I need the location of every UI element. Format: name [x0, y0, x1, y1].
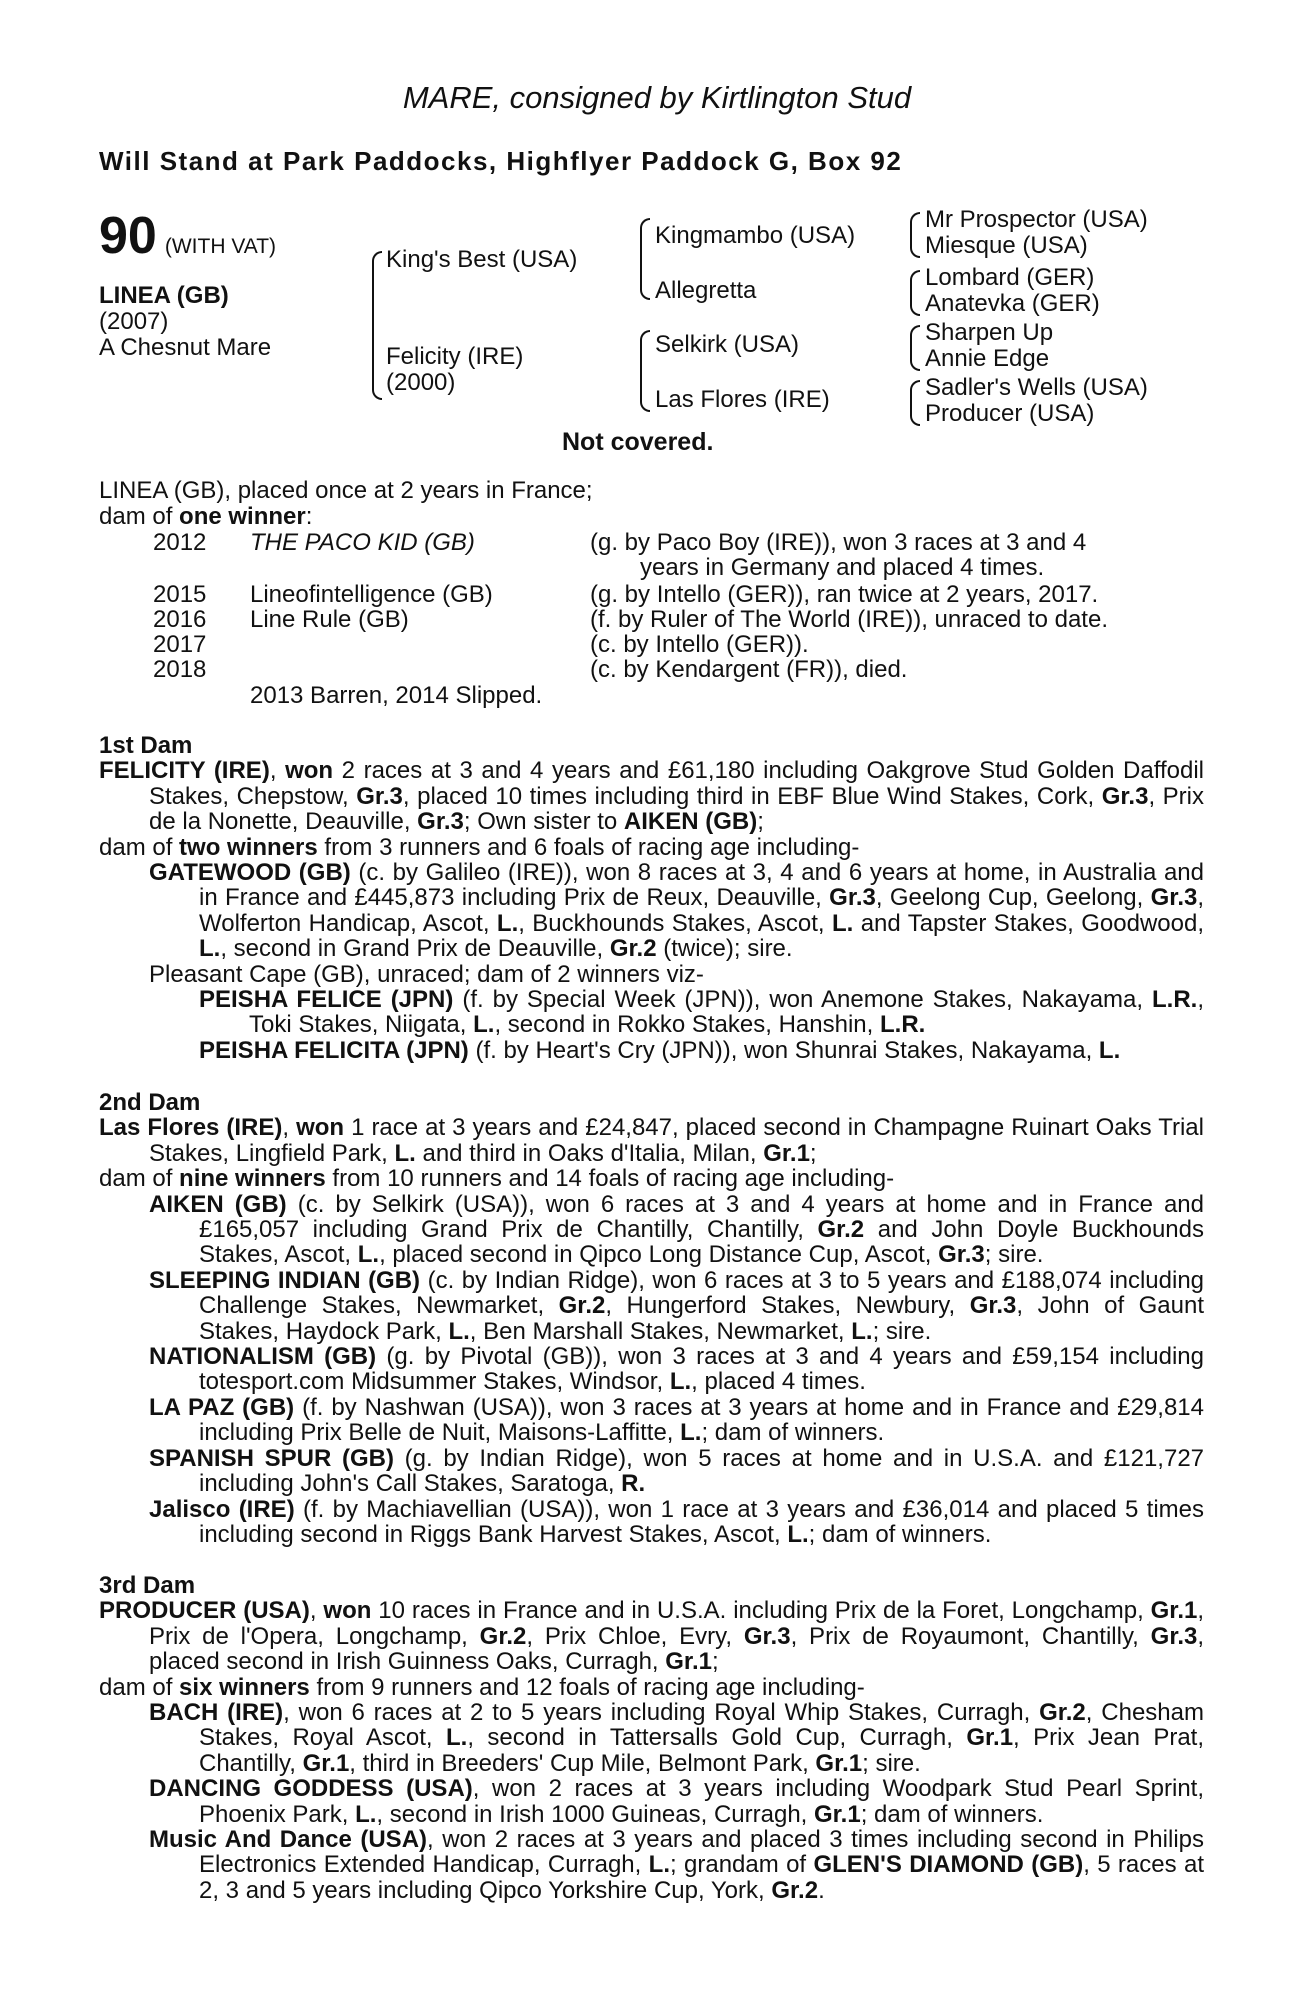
produce-details: years in Germany and placed 4 times. — [640, 554, 1045, 581]
lot-number-block — [99, 207, 277, 265]
produce-details: (g. by Intello (GER)), ran twice at 2 years, 2017. — [590, 581, 1099, 608]
pedigree-dam: Felicity (IRE) — [386, 343, 524, 370]
pedigree-brace — [640, 330, 650, 412]
progeny-entry: PEISHA FELICE (JPN) (f. by Special Week (JPN)), won Anemone Stakes, Nakayama, L.R., Toki Stakes, Niigata, L., second in Rokko Stakes, Hanshin, L.R. — [199, 986, 1204, 1039]
progeny-entry: BACH (IRE), won 6 races at 2 to 5 years including Royal Whip Stakes, Curragh, Gr.2, Chesham Stakes, Royal Ascot, L., second in Tattersalls Gold Cup, Curragh, Gr.1, Prix Jean Prat, Chantilly, Gr.1, third in Breeders' Cup Mile, Belmont Park, Gr.1; sire. — [149, 1699, 1205, 1777]
pedigree-dam-dam: Las Flores (IRE) — [655, 386, 830, 413]
foaling-year: (2007) — [99, 308, 169, 335]
progeny-entry: Jalisco (IRE) (f. by Machiavellian (USA)), won 1 race at 3 years and £36,014 and placed 5 times including second in Riggs Bank Harvest Stakes, Ascot, L.; dam of winners. — [149, 1495, 1205, 1548]
horse-description: A Chesnut Mare — [99, 334, 272, 361]
progeny-entry: NATIONALISM (GB) (g. by Pivotal (GB)), won 3 races at 3 and 4 years and £59,154 including totesport.com Midsummer Stakes, Windsor, L., placed 4 times. — [149, 1343, 1205, 1396]
pedigree-sds: Lombard (GER) — [925, 264, 1095, 291]
pedigree-brace — [910, 325, 920, 371]
produce-details: (c. by Intello (GER)). — [590, 631, 809, 658]
produce-year: 2012 — [153, 529, 207, 556]
progeny-entry: SPANISH SPUR (GB) (g. by Indian Ridge), won 5 races at home and in U.S.A. and £121,727 including John's Call Stakes, Saratoga, R. — [149, 1444, 1205, 1498]
mare-race-record: LINEA (GB), placed once at 2 years in France; — [99, 477, 593, 504]
page-title: MARE, consigned by Kirtlington Stud — [402, 80, 912, 115]
pedigree-sss: Mr Prospector (USA) — [925, 206, 1148, 233]
section-heading: 2nd Dam — [99, 1089, 201, 1116]
dam-produce-summary: dam of nine winners from 10 runners and 14 foals of racing age including- — [99, 1165, 895, 1193]
section-heading: 1st Dam — [99, 732, 193, 759]
produce-year: 2017 — [153, 631, 207, 658]
pedigree-brace — [372, 251, 382, 400]
progeny-entry: AIKEN (GB) (c. by Selkirk (USA)), won 6 races at 3 and 4 years at home and in France and £165,057 including Grand Prix de Chantilly, Chantilly, Gr.2 and John Doyle Buckhounds Stakes, Ascot, L., placed second in Qipco Long Distance Cup, Ascot, Gr.3; sire. — [149, 1190, 1204, 1269]
progeny-entry: SLEEPING INDIAN (GB) (c. by Indian Ridge), won 6 races at 3 to 5 years and £188,074 including Challenge Stakes, Newmarket, Gr.2, Hungerford Stakes, Newbury, Gr.3, John of Gaunt Stakes, Haydock Park, L., Ben Marshall Stakes, Newmarket, L.; sire. — [149, 1266, 1205, 1345]
progeny-entry: PEISHA FELICITA (JPN) (f. by Heart's Cry (JPN)), won Shunrai Stakes, Nakayama, L. — [199, 1036, 1121, 1064]
produce-year: 2015 — [153, 581, 207, 608]
barren-note: 2013 Barren, 2014 Slipped. — [250, 682, 543, 709]
pedigree-ddd: Producer (USA) — [925, 400, 1095, 427]
pedigree-dsd: Annie Edge — [925, 345, 1050, 372]
progeny-entry: Music And Dance (USA), won 2 races at 3 years and placed 3 times including second in Philips Electronics Extended Handicap, Curragh, L.; grandam of GLEN'S DIAMOND (GB), 5 races at 2, 3 and 5 years including Qipco Yorkshire Cup, York, Gr.2. — [149, 1826, 1204, 1904]
first-dam-section — [99, 733, 1204, 1063]
dam-race-record: Las Flores (IRE), won 1 race at 3 years and £24,847, placed second in Champagne Ruinart Oaks Trial Stakes, Lingfield Park, L. and third in Oaks d'Italia, Milan, Gr.1; — [99, 1114, 1204, 1167]
produce-name: Line Rule (GB) — [250, 606, 409, 633]
pedigree-brace — [910, 212, 920, 258]
mare-produce-summary: dam of one winner: — [99, 503, 313, 530]
vat-note: (WITH VAT) — [164, 235, 277, 258]
produce-year: 2016 — [153, 606, 207, 633]
progeny-entry: LA PAZ (GB) (f. by Nashwan (USA)), won 3 races at 3 years at home and in France and £29,814 including Prix Belle de Nuit, Maisons-Laffitte, L.; dam of winners. — [149, 1393, 1204, 1447]
stabling-location: Will Stand at Park Paddocks, Highflyer Paddock G, Box 92 — [99, 146, 903, 176]
dam-produce-summary: dam of two winners from 3 runners and 6 foals of racing age including- — [99, 833, 860, 861]
horse-name: LINEA (GB) — [99, 282, 229, 309]
produce-name: Lineofintelligence (GB) — [250, 581, 493, 608]
covering-status: Not covered. — [562, 428, 714, 456]
produce-name: THE PACO KID (GB) — [250, 529, 475, 556]
pedigree-sire-sire: Kingmambo (USA) — [655, 222, 856, 249]
lot-number: 90 — [99, 207, 157, 265]
pedigree-sire-dam: Allegretta — [655, 277, 757, 304]
section-heading: 3rd Dam — [99, 1572, 196, 1599]
produce-details: (f. by Ruler of The World (IRE)), unraced to date. — [590, 606, 1108, 633]
pedigree-dam-sire: Selkirk (USA) — [655, 331, 800, 358]
pedigree-dam-year: (2000) — [386, 369, 456, 396]
progeny-entry: Pleasant Cape (GB), unraced; dam of 2 winners viz- — [149, 960, 704, 988]
pedigree-sdd: Anatevka (GER) — [925, 290, 1100, 317]
pedigree-brace — [640, 218, 650, 300]
produce-details: (g. by Paco Boy (IRE)), won 3 races at 3 and 4 — [590, 529, 1087, 556]
pedigree-ssd: Miesque (USA) — [925, 232, 1088, 259]
second-dam-section — [99, 1090, 1204, 1547]
pedigree-dss: Sharpen Up — [925, 319, 1054, 346]
progeny-entry: DANCING GODDESS (USA), won 2 races at 3 years including Woodpark Stud Pearl Sprint, Phoenix Park, L., second in Irish 1000 Guineas, Curragh, Gr.1; dam of winners. — [149, 1775, 1205, 1828]
dam-race-record: FELICITY (IRE), won 2 races at 3 and 4 years and £61,180 including Oakgrove Stud Golden Daffodil Stakes, Chepstow, Gr.3, placed 10 times including third in EBF Blue Wind Stakes, Cork, Gr.3, Prix de la Nonette, Deauville, Gr.3; Own sister to AIKEN (GB); — [99, 757, 1205, 836]
pedigree-brace — [910, 270, 920, 316]
pedigree-sire: King's Best (USA) — [386, 246, 578, 273]
pedigree-brace — [910, 380, 920, 426]
pedigree-dds: Sadler's Wells (USA) — [925, 374, 1148, 401]
dam-produce-summary: dam of six winners from 9 runners and 12 foals of racing age including- — [99, 1673, 865, 1701]
progeny-entry: GATEWOOD (GB) (c. by Galileo (IRE)), won 8 races at 3, 4 and 6 years at home, in Australia and in France and £445,873 including Prix de Reux, Deauville, Gr.3, Geelong Cup, Geelong, Gr.3, Wolferton Handicap, Ascot, L., Buckhounds Stakes, Ascot, L. and Tapster Stakes, Goodwood, L., second in Grand Prix de Deauville, Gr.2 (twice); sire. — [149, 859, 1205, 963]
third-dam-section — [99, 1573, 1204, 1903]
produce-details: (c. by Kendargent (FR)), died. — [590, 656, 908, 683]
dam-race-record: PRODUCER (USA), won 10 races in France and in U.S.A. including Prix de la Foret, Longchamp, Gr.1, Prix de l'Opera, Longchamp, Gr.2, Prix Chloe, Evry, Gr.3, Prix de Royaumont, Chantilly, Gr.3, placed second in Irish Guinness Oaks, Curragh, Gr.1; — [99, 1597, 1205, 1676]
produce-year: 2018 — [153, 656, 207, 683]
